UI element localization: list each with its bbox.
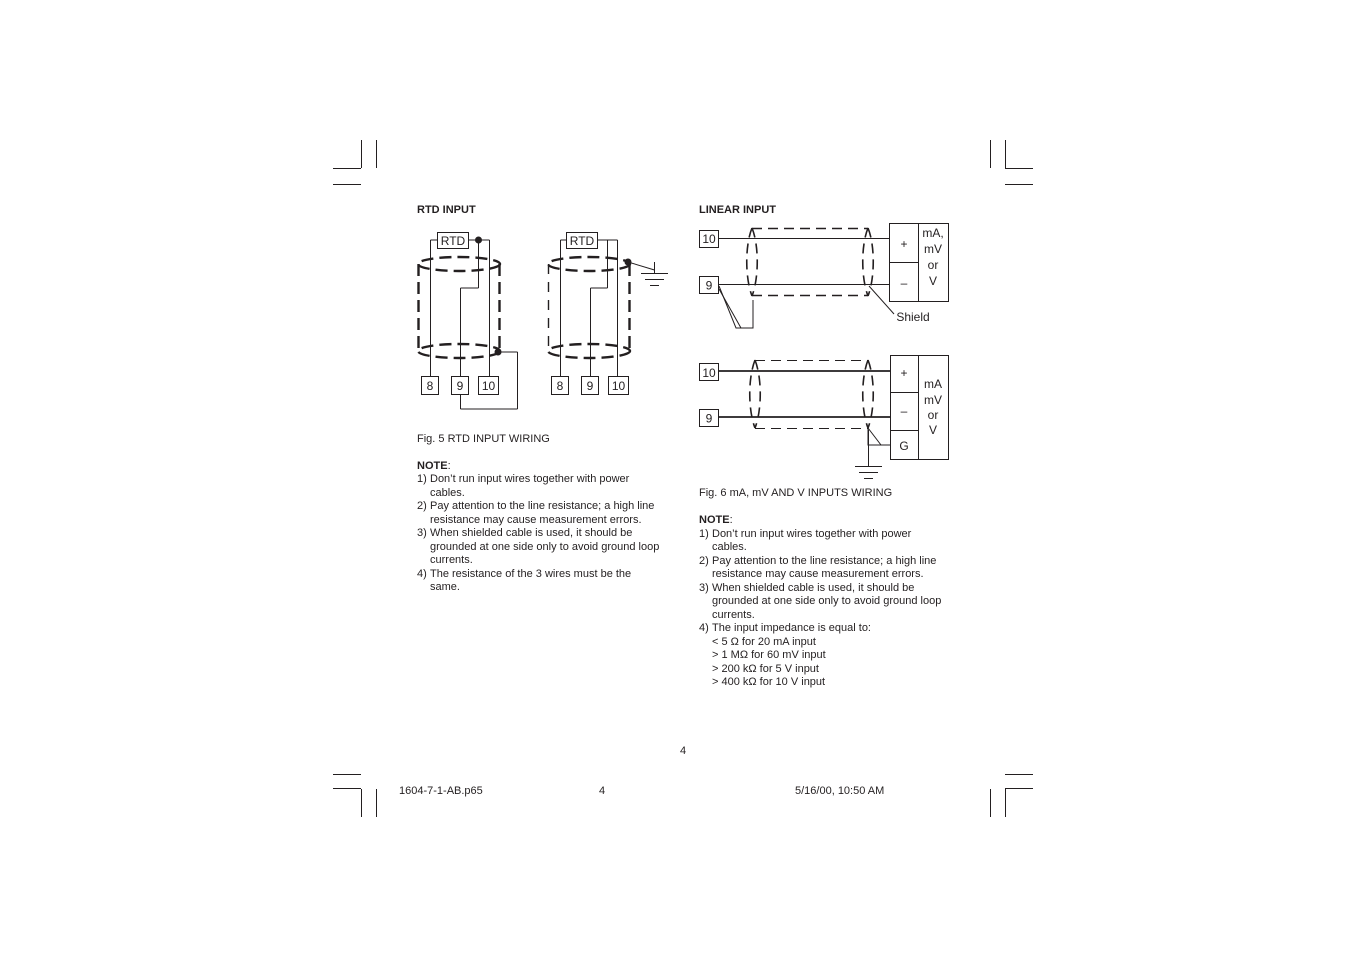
rtd-note-heading: NOTE: — [417, 460, 451, 472]
linear-note-heading: NOTE: — [699, 514, 733, 526]
footer-filename: 1604-7-1-AB.p65 — [399, 785, 483, 797]
note-line: currents. — [430, 554, 473, 566]
linear-notes-list — [699, 528, 959, 690]
minus-label-bottom: – — [900, 404, 908, 418]
note-item — [699, 555, 959, 582]
note-line: grounded at one side only to avoid ground loop — [430, 540, 660, 553]
terminal-label-10-b: 10 — [611, 379, 626, 393]
note-text — [430, 473, 629, 500]
plus-label-top: + — [900, 237, 908, 251]
note-line: When shielded cable is used, it should be — [430, 527, 633, 539]
note-text — [430, 500, 654, 527]
note-text — [712, 582, 941, 623]
signal-label-top-2: mV — [924, 242, 942, 256]
footer-page: 4 — [599, 785, 606, 797]
note-text — [430, 568, 631, 595]
linear-wiring-diagram-top — [695, 218, 955, 330]
impedance-line: > 400 kΩ for 10 V input — [712, 676, 826, 688]
note-item — [417, 568, 677, 595]
rtd-sensor-label-a: RTD — [440, 234, 466, 248]
note-item — [417, 500, 677, 527]
note-number: 3) — [417, 527, 427, 539]
linear-title: LINEAR INPUT — [699, 204, 776, 216]
note-line: The input impedance is equal to: — [712, 622, 871, 634]
signal-label-bottom-3: or — [927, 408, 939, 422]
terminal-label-9-top: 9 — [705, 278, 713, 293]
note-text — [712, 622, 871, 636]
note-text — [712, 528, 911, 555]
shield-label: Shield — [896, 310, 930, 324]
note-number: 1) — [417, 473, 427, 485]
note-number: 4) — [417, 567, 427, 580]
signal-label-top-4: V — [928, 274, 938, 288]
note-item — [699, 622, 959, 636]
note-line: When shielded cable is used, it should be — [712, 581, 915, 594]
note-line: The resistance of the 3 wires must be the — [430, 567, 632, 580]
plus-label-bottom: + — [900, 366, 908, 380]
note-item — [699, 582, 959, 623]
minus-label-top: – — [900, 276, 908, 290]
rtd-wiring-diagram — [410, 225, 675, 415]
terminal-label-10-top: 10 — [702, 232, 716, 246]
terminal-label-9-b: 9 — [586, 379, 594, 393]
ground-label: G — [899, 439, 909, 453]
note-number: 1) — [699, 527, 709, 540]
signal-label-bottom-2: mV — [924, 393, 942, 407]
note-number: 2) — [699, 554, 709, 567]
rtd-title: RTD INPUT — [417, 204, 476, 216]
terminal-label-8-a: 8 — [426, 379, 434, 393]
rtd-notes-list — [417, 473, 677, 595]
linear-fig-caption: Fig. 6 mA, mV AND V INPUTS WIRING — [699, 487, 893, 499]
note-item — [699, 528, 959, 555]
terminal-label-9-bottom: 9 — [705, 411, 713, 426]
note-line: cables. — [712, 541, 747, 553]
note-line: resistance may cause measurement errors. — [430, 513, 642, 526]
impedance-line: > 200 kΩ for 5 V input — [712, 662, 819, 675]
note-line: Pay attention to the line resistance; a high line — [430, 500, 655, 512]
terminal-label-8-b: 8 — [556, 379, 564, 393]
note-item — [417, 527, 677, 568]
terminal-label-10-a: 10 — [481, 379, 496, 393]
note-number: 4) — [699, 622, 709, 634]
impedance-line: < 5 Ω for 20 mA input — [712, 635, 816, 648]
footer-timestamp: 5/16/00, 10:50 AM — [795, 785, 885, 797]
note-line: Don’t run input wires together with power — [430, 473, 630, 485]
signal-label-top-1: mA, — [922, 226, 944, 240]
note-line: resistance may cause measurement errors. — [712, 568, 924, 580]
note-item — [417, 473, 677, 500]
signal-label-bottom-1: mA — [924, 377, 942, 391]
note-line: grounded at one side only to avoid ground loop — [712, 595, 942, 607]
signal-label-top-3: or — [927, 258, 939, 272]
page-number: 4 — [680, 745, 687, 757]
terminal-label-10-bottom: 10 — [702, 366, 716, 380]
note-line: Don’t run input wires together with power — [712, 527, 912, 540]
note-number: 2) — [417, 500, 427, 512]
note-text — [712, 555, 936, 582]
linear-wiring-diagram-bottom — [695, 350, 955, 485]
note-text — [430, 527, 659, 568]
terminal-label-9-a: 9 — [456, 379, 464, 393]
signal-label-bottom-4: V — [928, 423, 938, 437]
note-line: same. — [430, 581, 460, 593]
note-line: Pay attention to the line resistance; a high line — [712, 554, 937, 567]
rtd-sensor-label-b: RTD — [569, 234, 595, 248]
note-line: currents. — [712, 608, 755, 621]
impedance-line: > 1 MΩ for 60 mV input — [712, 649, 826, 661]
note-number: 3) — [699, 581, 709, 594]
rtd-fig-caption: Fig. 5 RTD INPUT WIRING — [417, 433, 550, 445]
note-line: cables. — [430, 486, 465, 499]
